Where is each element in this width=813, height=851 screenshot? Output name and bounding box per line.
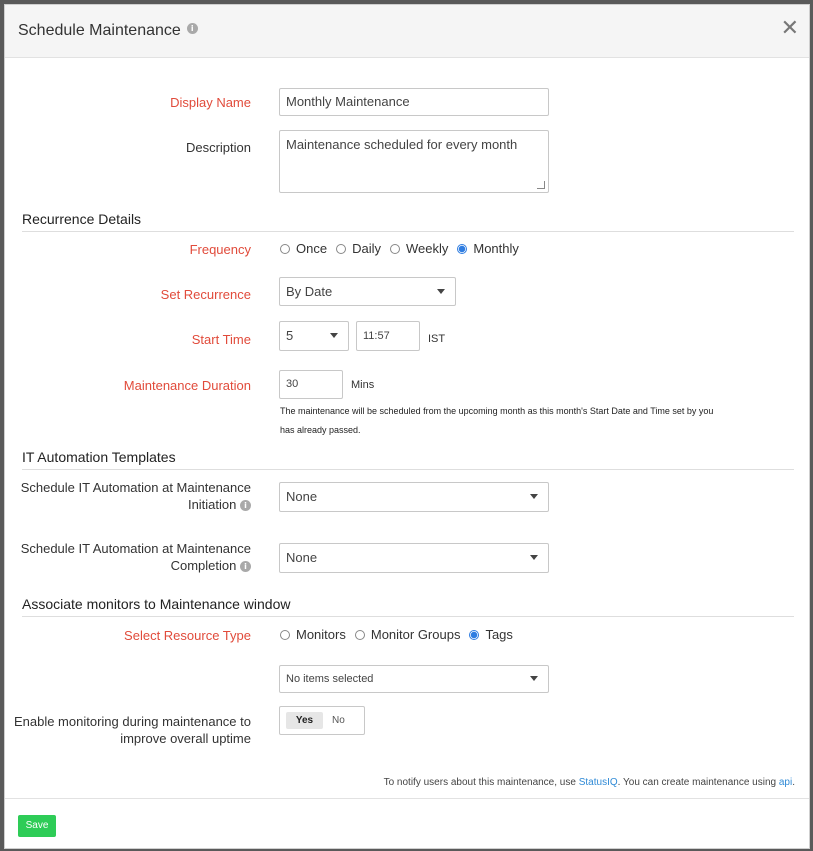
automation-initiation-select[interactable] [279,482,549,512]
automation-completion-select[interactable] [279,543,549,573]
notify-note [384,777,795,788]
frequency-label: Frequency [189,242,251,257]
resource-option-label: Monitors [296,627,346,642]
api-link[interactable]: api [778,777,793,788]
start-time-label: Start Time [191,332,251,347]
automation-initiation-label-line1: Schedule IT Automation at Maintenance [20,480,251,495]
start-time-input[interactable]: 11:57 [356,321,420,351]
dropdown-caret-icon [530,494,538,499]
tags-multiselect[interactable] [279,665,549,693]
enable-monitoring-label-line1: Enable monitoring during maintenance to [13,714,251,729]
enable-monitoring-toggle[interactable] [279,706,365,735]
frequency-radio-group [280,241,528,256]
automation-initiation-label [21,479,251,513]
radio-selected-icon[interactable] [457,244,467,254]
automation-completion-label-line2: Completion [170,558,237,573]
set-recurrence-select[interactable] [279,277,456,306]
dropdown-caret-icon [530,555,538,560]
set-recurrence-value: By Date [286,284,333,299]
automation-completion-label-line1: Schedule IT Automation at Maintenance [20,541,251,556]
duration-note-line1: The maintenance will be scheduled from the upcoming month as this month's Start Date and Time set by you [280,406,714,416]
automation-section-heading: IT Automation Templates [22,449,794,470]
timezone-label: IST [428,333,446,345]
save-button[interactable]: Save [18,815,56,837]
info-icon[interactable]: i [240,561,251,572]
automation-completion-label [21,540,251,574]
toggle-no-option[interactable]: No [332,715,345,726]
info-icon[interactable]: i [187,23,198,34]
frequency-option-monthly[interactable] [457,241,519,256]
enable-monitoring-label [14,713,251,747]
radio-selected-icon[interactable] [469,630,479,640]
resource-type-label: Select Resource Type [124,628,251,643]
toggle-yes-option[interactable]: Yes [286,712,323,729]
description-label: Description [185,140,251,155]
frequency-option-label: Monthly [473,241,519,256]
start-day-select[interactable] [279,321,349,351]
resource-option-label: Tags [485,627,513,642]
notify-prefix: To notify users about this maintenance, use [383,777,579,788]
notify-suffix: . [792,777,795,788]
radio-icon[interactable] [280,630,290,640]
frequency-option-once[interactable] [280,241,327,256]
resource-option-monitor-groups[interactable] [355,627,461,642]
start-day-value: 5 [286,328,294,343]
statusiq-link[interactable]: StatusIQ [578,777,618,788]
duration-unit: Mins [351,379,375,391]
display-name-input[interactable]: Monthly Maintenance [279,88,549,116]
radio-icon[interactable] [355,630,365,640]
schedule-maintenance-modal [4,4,810,849]
modal-title [18,22,198,40]
resource-option-label: Monitor Groups [370,627,461,642]
automation-initiation-value: None [286,489,318,504]
resource-option-tags[interactable] [469,627,512,642]
frequency-option-label: Daily [352,241,381,256]
resource-option-monitors[interactable] [280,627,346,642]
description-textarea[interactable] [279,130,549,193]
frequency-option-label: Once [296,241,328,256]
dropdown-caret-icon [437,289,445,294]
resource-type-radio-group [280,627,522,642]
frequency-option-daily[interactable] [336,241,381,256]
frequency-option-weekly[interactable] [390,241,448,256]
duration-input[interactable]: 30 [279,370,343,399]
resize-handle-icon[interactable] [537,181,545,189]
duration-note-line2: has already passed. [280,425,361,435]
associate-section-heading: Associate monitors to Maintenance window [22,596,794,617]
duration-note [280,402,713,440]
footer-divider [5,798,809,799]
automation-completion-value: None [286,550,318,565]
set-recurrence-label: Set Recurrence [160,287,251,302]
frequency-option-label: Weekly [405,241,449,256]
modal-title-text: Schedule Maintenance [18,22,181,39]
modal-header [5,5,809,58]
maintenance-duration-label: Maintenance Duration [123,378,251,393]
display-name-label: Display Name [170,95,251,110]
radio-icon[interactable] [336,244,346,254]
info-icon[interactable]: i [240,500,251,511]
recurrence-section-heading: Recurrence Details [22,211,794,232]
radio-icon[interactable] [280,244,290,254]
automation-initiation-label-line2: Initiation [187,497,237,512]
enable-monitoring-label-line2: improve overall uptime [120,731,251,746]
close-icon[interactable]: ✕ [780,16,799,41]
radio-icon[interactable] [390,244,400,254]
description-text: Maintenance scheduled for every month [286,137,518,152]
dropdown-caret-icon [530,676,538,681]
notify-middle: . You can create maintenance using [617,777,779,788]
dropdown-caret-icon [330,333,338,338]
tags-multiselect-value: No items selected [286,673,374,685]
